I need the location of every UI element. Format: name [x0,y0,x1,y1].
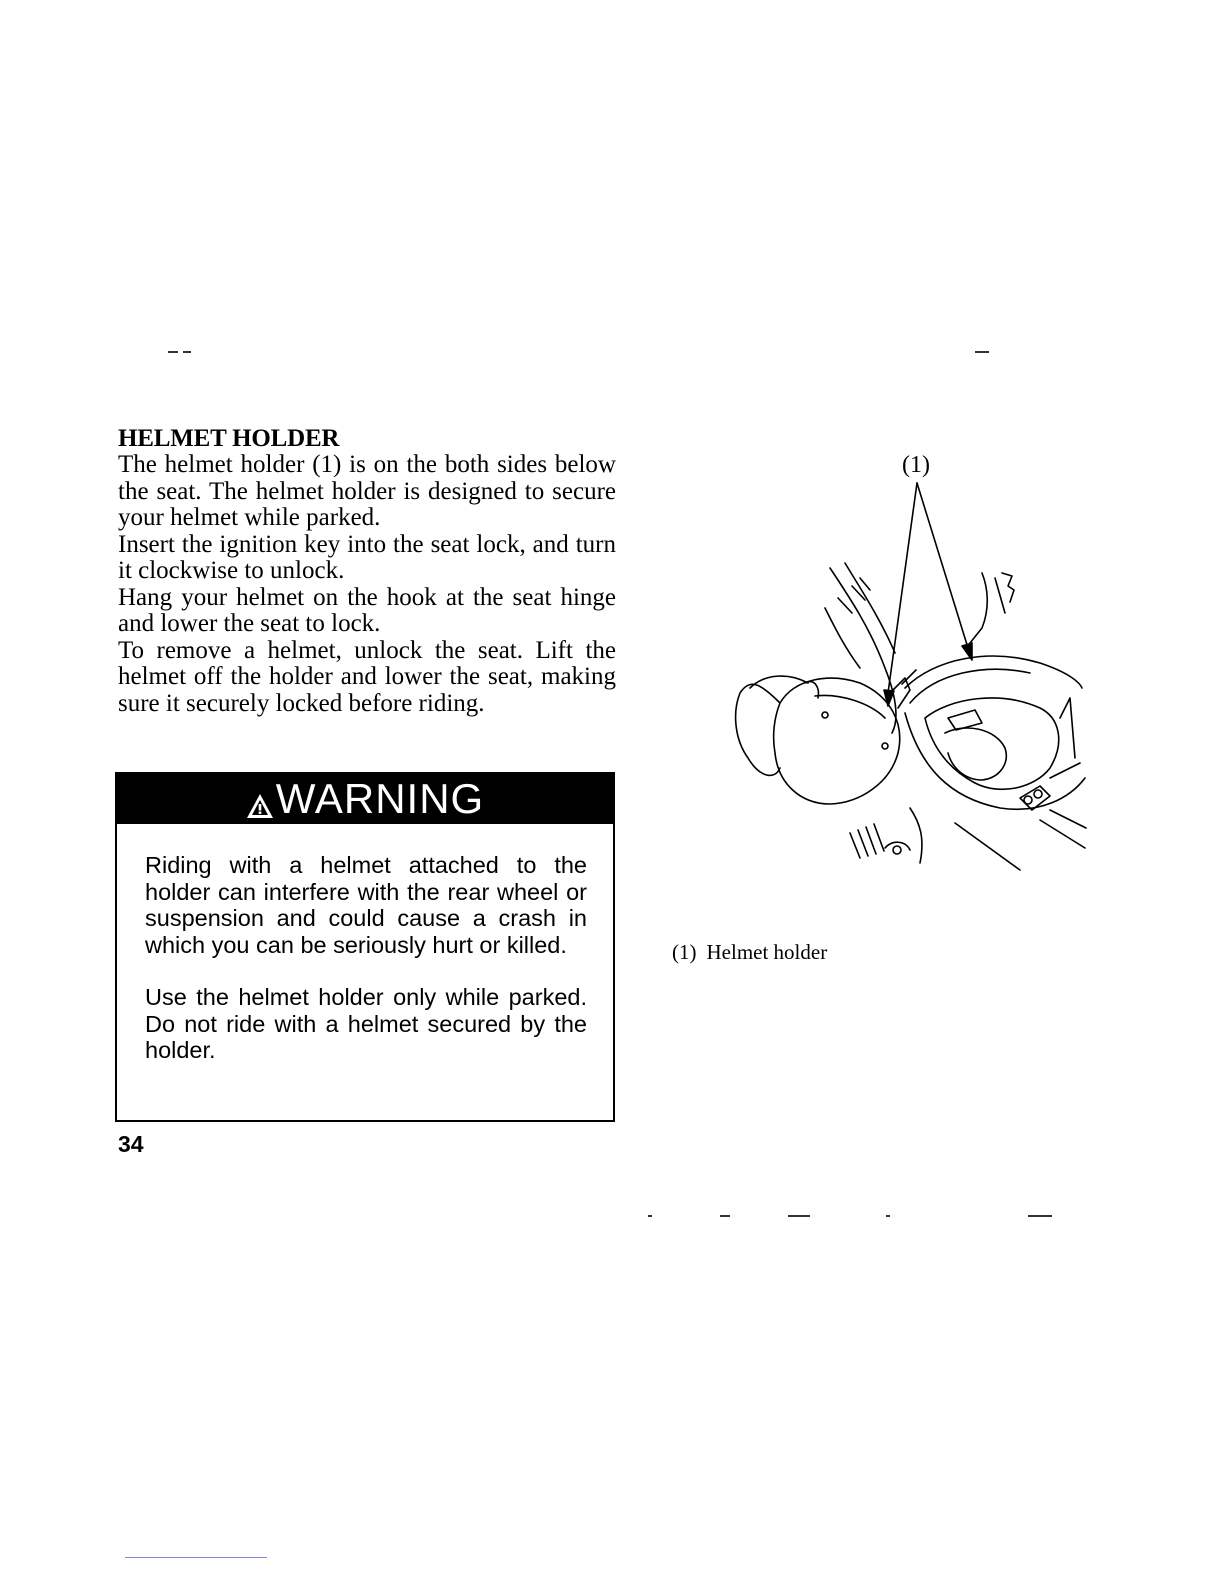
caption-text: Helmet holder [706,940,828,964]
section-body [118,452,616,717]
paragraph: To remove a helmet, unlock the seat. Lift the helmet off the holder and lower the seat, making sure it securely locked before riding. [118,636,616,717]
warning-box [115,772,615,1122]
warning-triangle-icon [246,778,274,820]
leader-line [917,483,968,648]
warning-body [117,824,613,1064]
figure-caption [672,940,827,965]
scan-mark [886,1215,890,1217]
caption-number: (1) [672,940,697,964]
page-number: 34 [118,1131,144,1157]
paragraph: Hang your helmet on the hook at the seat hinge and lower the seat to lock. [118,583,616,637]
scan-mark [168,351,178,353]
scan-mark [183,351,191,353]
warning-paragraph: Use the helmet holder only while parked. Do not ride with a helmet secured by the holder. [145,984,587,1063]
leader-line [888,483,917,693]
warning-title: WARNING [275,775,485,822]
paragraph: Insert the ignition key into the seat lock, and turn it clockwise to unlock. [118,530,616,584]
scan-mark [975,351,989,353]
warning-paragraph: Riding with a helmet attached to the holder can interfere with the rear wheel or suspension and could cause a crash in which you can be seriously hurt or killed. [145,852,587,958]
paragraph: The helmet holder (1) is on the both sides below the seat. The helmet holder is designed to secure your helmet while parked. [118,451,616,531]
scan-mark [125,1557,267,1558]
scan-mark [1028,1215,1052,1217]
scan-mark [720,1215,730,1217]
helmet-holder-illustration [720,478,1090,898]
scan-mark [648,1215,652,1217]
warning-header [117,774,613,824]
figure-callout: (1) [902,452,930,478]
section-heading: HELMET HOLDER [118,425,340,452]
scan-mark [788,1215,810,1217]
